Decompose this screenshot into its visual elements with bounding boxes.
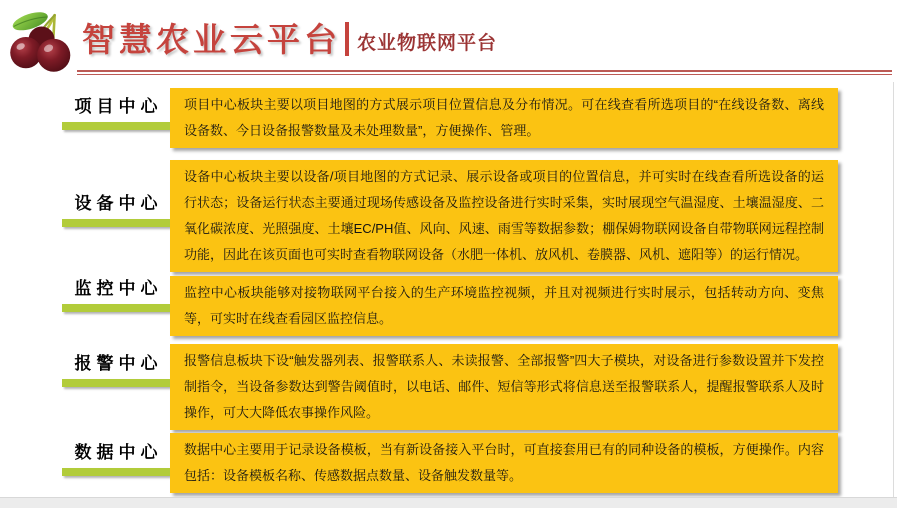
section-label: 设备中心	[74, 194, 163, 213]
label-underline-bar	[62, 379, 170, 387]
section-label: 监控中心	[74, 279, 163, 298]
section-description-box: 数据中心主要用于记录设备模板，当有新设备接入平台时，可直接套用已有的同种设备的模板，方便操作。内容包括：设备模板名称、传感数据点数量、设备触发数量等。	[170, 433, 838, 493]
section-label: 报警中心	[74, 354, 163, 373]
section-label: 项目中心	[74, 97, 163, 116]
label-underline-bar	[62, 468, 170, 476]
label-underline-bar	[62, 304, 170, 312]
section-label-block	[62, 278, 170, 312]
section-label: 数据中心	[74, 443, 163, 462]
slide-right-edge	[893, 82, 894, 497]
cherries-logo-icon	[5, 0, 79, 80]
section-description-box: 监控中心板块能够对接物联网平台接入的生产环境监控视频，并且对视频进行实时展示，包括转动方向、变焦等，可实时在线查看园区监控信息。	[170, 276, 838, 336]
slide-bottom-bar	[0, 497, 897, 508]
section-label-block	[62, 353, 170, 387]
section-description-box: 设备中心板块主要以设备/项目地图的方式记录、展示设备或项目的位置信息，并可实时在线查看所选设备的运行状态；设备运行状态主要通过现场传感设备及监控设备进行实时采集，实时展现空气温湿度、土壤温湿度、二氧化碳浓度、光照强度、土壤EC/PH值、风向、风速、雨雪等数据参数；棚保姆物联网设备自带物联网远程控制功能，因此在该页面也可实时查看物联网设备（水肥一体机、放风机、卷膜器、风机、遮阳等）的运行情况。	[170, 160, 838, 272]
page-title: 智慧农业云平台	[82, 21, 341, 58]
section-label-block	[62, 96, 170, 130]
section-label-block	[62, 193, 170, 227]
label-underline-bar	[62, 219, 170, 227]
page-subtitle: 农业物联网平台	[357, 33, 498, 55]
header-rule	[77, 70, 892, 75]
label-underline-bar	[62, 122, 170, 130]
header	[82, 22, 497, 58]
section-description-box: 报警信息板块下设“触发器列表、报警联系人、未读报警、全部报警”四大子模块，对设备进行参数设置并下发控制指令，当设备参数达到警告阈值时，以电话、邮件、短信等形式将信息送至报警联系人，提醒报警联系人及时操作，可大大降低农事操作风险。	[170, 344, 838, 430]
section-label-block	[62, 442, 170, 476]
title-separator	[345, 22, 349, 56]
section-description-box: 项目中心板块主要以项目地图的方式展示项目位置信息及分布情况。可在线查看所选项目的“在线设备数、离线设备数、今日设备报警数量及未处理数量”，方便操作、管理。	[170, 88, 838, 148]
